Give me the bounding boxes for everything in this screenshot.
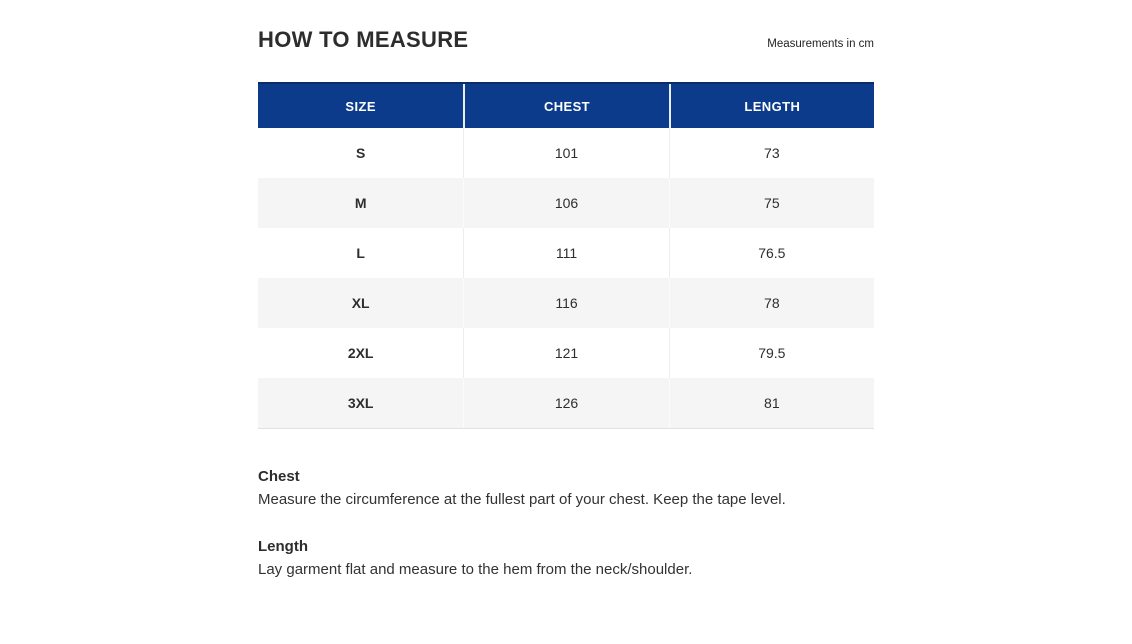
length-cell: 81 [669,378,874,428]
size-cell: 3XL [347,395,374,411]
size-guide-section [258,0,874,581]
chest-cell: 106 [463,178,668,228]
chest-cell: 111 [463,228,668,278]
chest-cell: 116 [463,278,668,328]
page-title: HOW TO MEASURE [258,27,469,52]
section-header [258,26,874,53]
chest-cell: 101 [463,128,668,178]
size-cell: S [355,145,366,161]
table-row [258,128,874,178]
column-header-length: LENGTH [669,84,874,128]
note-heading: Chest [258,468,300,485]
table-row [258,228,874,278]
note-heading: Length [258,538,308,555]
note-text: Lay garment flat and measure to the hem from the neck/shoulder. [258,561,693,578]
size-cell: XL [351,295,370,311]
size-cell: 2XL [347,345,374,361]
length-cell: 78 [669,278,874,328]
size-cell: M [354,195,367,211]
table-row [258,378,874,428]
column-header-size: SIZE [345,98,376,114]
table-row [258,178,874,228]
table-row [258,328,874,378]
unit-note: Measurements in cm [767,38,874,50]
chest-cell: 126 [463,378,668,428]
length-cell: 79.5 [669,328,874,378]
length-cell: 73 [669,128,874,178]
note-text: Measure the circumference at the fullest part of your chest. Keep the tape level. [258,491,786,508]
note-chest [258,466,874,511]
table-row [258,278,874,328]
table-header-row [258,82,874,128]
size-cell: L [356,245,365,261]
size-table [258,82,874,429]
length-cell: 75 [669,178,874,228]
length-cell: 76.5 [669,228,874,278]
measurement-notes [258,466,874,581]
note-length [258,536,874,581]
column-header-chest: CHEST [463,84,668,128]
chest-cell: 121 [463,328,668,378]
